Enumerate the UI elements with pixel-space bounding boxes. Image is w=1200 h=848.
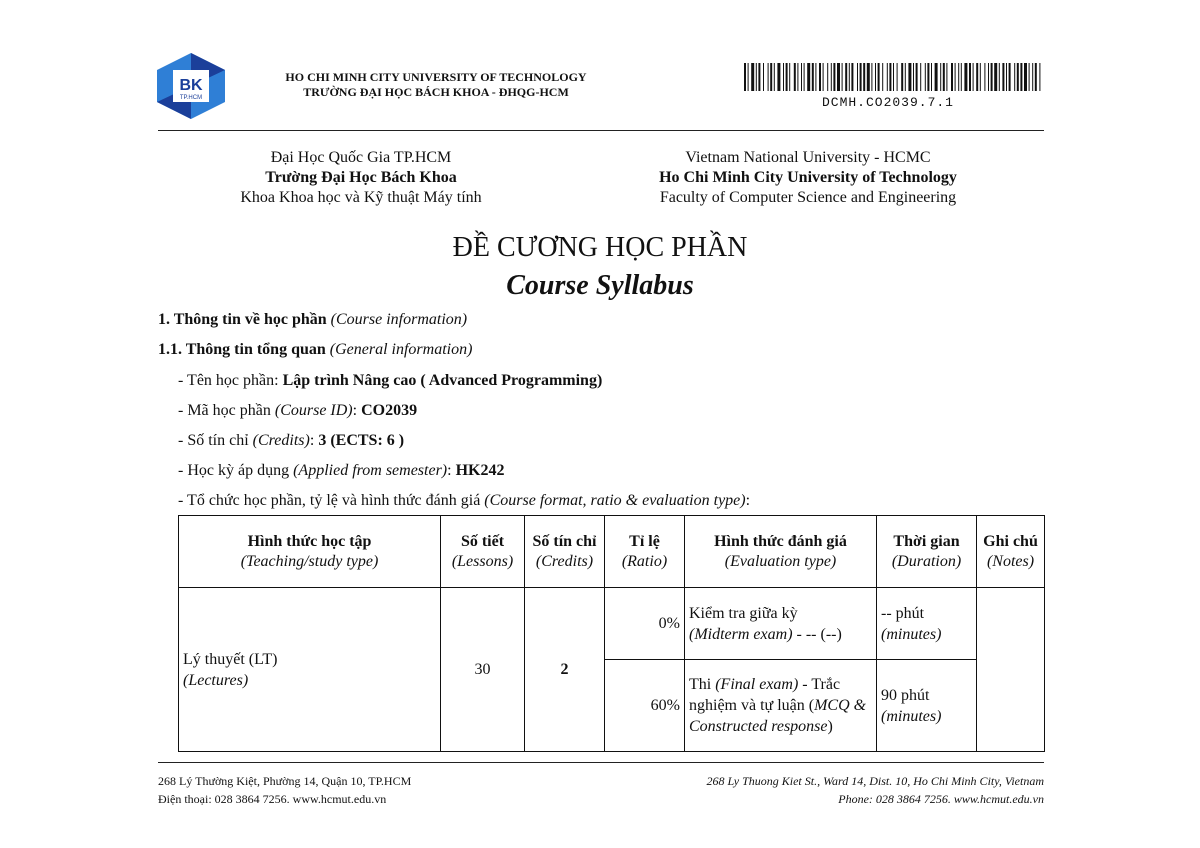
header-ratio: Tỉ lệ (Ratio) [605, 516, 685, 588]
course-id-line: - Mã học phần (Course ID): CO2039 [178, 402, 418, 419]
footer-en [640, 772, 1044, 808]
barcode-bar [1006, 63, 1007, 91]
barcode-bar [851, 63, 853, 91]
barcode-bar [1020, 63, 1022, 91]
semester-line: - Học kỳ áp dụng (Applied from semester): HK242 [178, 462, 505, 479]
barcode-bar [845, 63, 847, 91]
barcode-bar [837, 63, 840, 91]
barcode-bar [833, 63, 835, 91]
barcode-bar [913, 63, 914, 91]
barcode-bar [812, 63, 814, 91]
institution-en [638, 148, 978, 208]
barcode-bar [831, 63, 832, 91]
barcode-bar [935, 63, 938, 91]
barcode-bar [964, 63, 967, 91]
barcode-bar [789, 63, 790, 91]
barcode-bar [988, 63, 989, 91]
course-name-value: Lập trình Nâng cao ( Advanced Programming) [282, 372, 603, 389]
credits-line: - Số tín chỉ (Credits): 3 (ECTS: 6 ) [178, 432, 405, 449]
barcode-bar [958, 63, 959, 91]
footer-en-phone: Phone: 028 3864 7256. www.hcmut.edu.vn [838, 792, 1044, 806]
credits-value: 3 (ECTS: 6 ) [318, 432, 405, 449]
barcode-bar [823, 63, 824, 91]
evaluation-cell: Kiểm tra giữa kỳ (Midterm exam) - -- (--) [685, 588, 877, 660]
barcode-bar [756, 63, 757, 91]
barcode-bar [758, 63, 760, 91]
header-teaching-type: Hình thức học tập (Teaching/study type) [179, 516, 441, 588]
barcode-bar [815, 63, 816, 91]
logo-subtext: TP.HCM [179, 95, 203, 101]
barcode-bar [783, 63, 784, 91]
barcode-bar [863, 63, 865, 91]
institution-en-line1: Vietnam National University - HCMC [685, 149, 931, 166]
barcode-bar [774, 63, 775, 91]
barcode-bar [940, 63, 941, 91]
section-1-1-heading: 1.1. Thông tin tổng quan (General information) [158, 341, 473, 358]
header-evaluation-type: Hình thức đánh giá (Evaluation type) [685, 516, 877, 588]
barcode-bar [984, 63, 985, 91]
university-name-vn: TRƯỜNG ĐẠI HỌC BÁCH KHOA - ĐHQG-HCM [303, 85, 569, 99]
university-name-en: HO CHI MINH CITY UNIVERSITY OF TECHNOLOGY [285, 70, 587, 84]
section-1-heading: 1. Thông tin về học phần (Course information) [158, 311, 468, 328]
institution-vn-line3: Khoa Khoa học và Kỹ thuật Máy tính [240, 189, 482, 206]
barcode-bar [1039, 63, 1040, 91]
barcode-bar [751, 63, 754, 91]
barcode-bar [951, 63, 953, 91]
credits-cell: 2 [525, 588, 605, 752]
barcode-bar [801, 63, 802, 91]
barcode-bar [999, 63, 1000, 91]
barcode-bar [875, 63, 876, 91]
barcode-bar [804, 63, 805, 91]
barcode-bar [807, 63, 810, 91]
barcode-bar [994, 63, 997, 91]
barcode-bar [893, 63, 894, 91]
barcode-bar [969, 63, 971, 91]
barcode-bar [842, 63, 843, 91]
barcode-bar [1014, 63, 1015, 91]
barcode-bar [961, 63, 962, 91]
barcode-bar [849, 63, 850, 91]
lessons-cell: 30 [441, 588, 525, 752]
ratio-cell: 60% [605, 660, 685, 752]
logo-text: BK [179, 77, 203, 94]
institution-en-line2: Ho Chi Minh City University of Technology [659, 169, 957, 186]
institution-vn-line2: Trường Đại Học Bách Khoa [265, 169, 457, 186]
barcode-bar [794, 63, 796, 91]
header-notes: Ghi chú (Notes) [977, 516, 1045, 588]
barcode-bar [920, 63, 921, 91]
barcode-bar [867, 63, 870, 91]
header-divider [158, 130, 1044, 131]
barcode-bar [897, 63, 898, 91]
barcode-bar [1035, 63, 1037, 91]
barcode-bar [1017, 63, 1019, 91]
institution-en-line3: Faculty of Computer Science and Engineering [659, 189, 957, 206]
barcode-bar [916, 63, 918, 91]
document-code: DCMH.CO2039.7.1 [821, 95, 954, 110]
barcode-bar [901, 63, 903, 91]
footer-vn [158, 772, 411, 808]
barcode-bar [748, 63, 749, 91]
notes-cell [977, 588, 1045, 752]
barcode-bar [887, 63, 888, 91]
table-header-row [179, 516, 1045, 588]
ratio-cell: 0% [605, 588, 685, 660]
barcode-bar [943, 63, 945, 91]
barcode-bar [819, 63, 821, 91]
institution-vn [196, 148, 526, 208]
duration-cell: 90 phút (minutes) [877, 660, 977, 752]
barcode-bar [744, 63, 746, 91]
table-row [179, 588, 1045, 660]
institution-vn-line1: Đại Học Quốc Gia TP.HCM [270, 149, 452, 166]
barcode-bar [763, 63, 764, 91]
barcode-bar [991, 63, 993, 91]
barcode-bar [905, 63, 906, 91]
header-credits: Số tín chỉ (Credits) [525, 516, 605, 588]
barcode-bar [857, 63, 858, 91]
barcode-bar [925, 63, 926, 91]
barcode-bar [882, 63, 883, 91]
barcode-bar [931, 63, 932, 91]
university-logo [156, 52, 226, 120]
footer-vn-address: 268 Lý Thường Kiệt, Phường 14, Quận 10, TP.HCM [158, 774, 412, 788]
footer-en-address: 268 Ly Thuong Kiet St., Ward 14, Dist. 10, Ho Chi Minh City, Vietnam [706, 774, 1044, 788]
header-duration: Thời gian (Duration) [877, 516, 977, 588]
barcode-bar [908, 63, 911, 91]
barcode-bar [889, 63, 891, 91]
barcode-bar [768, 63, 769, 91]
header-lessons: Số tiết (Lessons) [441, 516, 525, 588]
barcode-bar [1024, 63, 1027, 91]
barcode-bar [1002, 63, 1004, 91]
document-title-en: Course Syllabus [506, 270, 694, 301]
barcode-bar [980, 63, 981, 91]
duration-cell: -- phút (minutes) [877, 588, 977, 660]
course-format-line: - Tổ chức học phần, tỷ lệ và hình thức đánh giá (Course format, ratio & evaluation type): [178, 492, 751, 509]
course-id-value: CO2039 [361, 402, 418, 419]
barcode-bar [976, 63, 978, 91]
barcode-bar [1029, 63, 1030, 91]
barcode-bar [1009, 63, 1011, 91]
barcode-bar [1032, 63, 1033, 91]
evaluation-cell: Thi (Final exam) - Trắc nghiệm và tự luận (MCQ & Constructed response) [685, 660, 877, 752]
barcode-bar [955, 63, 956, 91]
barcode-bar [770, 63, 772, 91]
barcode-bar [973, 63, 974, 91]
semester-value: HK242 [455, 462, 505, 479]
barcode-bar [927, 63, 929, 91]
university-header [236, 70, 636, 100]
barcode-bar [871, 63, 872, 91]
barcode-image [744, 63, 1042, 91]
teaching-type-cell: Lý thuyết (LT) (Lectures) [179, 588, 441, 752]
barcode-bar [860, 63, 862, 91]
footer-divider [158, 762, 1044, 763]
course-format-table [178, 515, 1045, 752]
footer-vn-phone: Điện thoại: 028 3864 7256. www.hcmut.edu.vn [158, 792, 387, 806]
barcode-bar [878, 63, 880, 91]
course-name-line: - Tên học phần: Lập trình Nâng cao ( Advanced Programming) [178, 372, 603, 389]
document-title-vn: ĐỀ CƯƠNG HỌC PHẦN [452, 232, 748, 263]
barcode-bar [827, 63, 828, 91]
barcode-bar [946, 63, 947, 91]
barcode-bar [797, 63, 798, 91]
barcode-bar [786, 63, 788, 91]
barcode-bar [777, 63, 780, 91]
